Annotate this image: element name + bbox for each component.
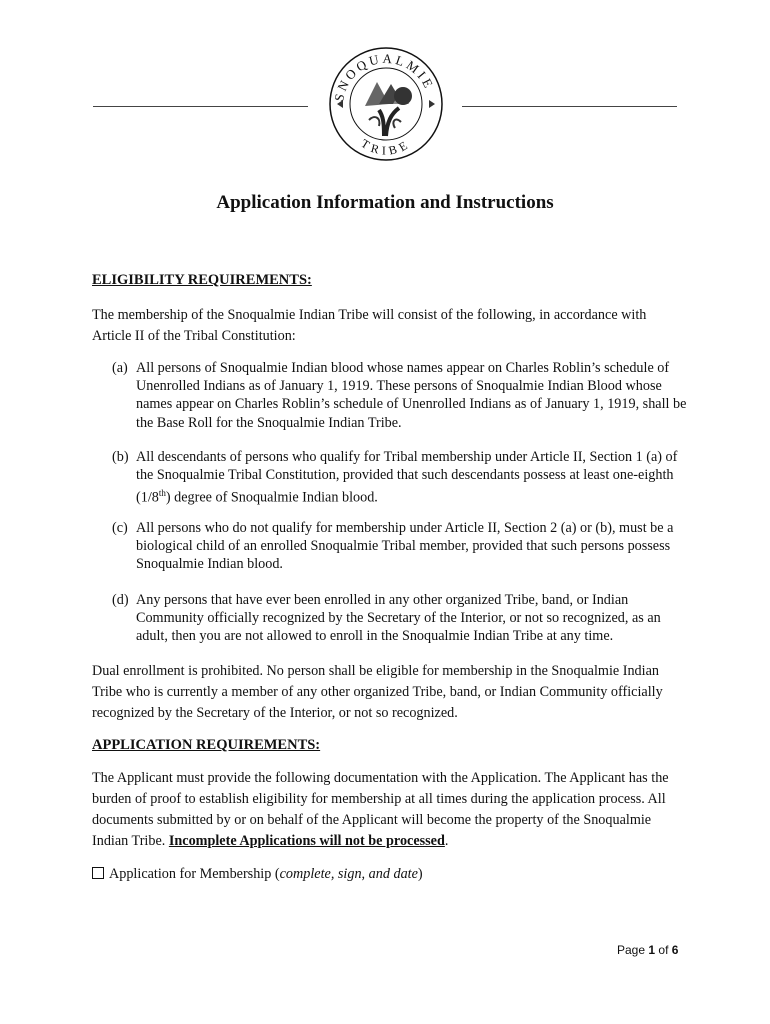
header-rule-left (93, 106, 308, 107)
eligibility-heading: ELIGIBILITY REQUIREMENTS: (92, 272, 312, 288)
item-a-label: (a) (112, 360, 128, 376)
header-rule-right (462, 106, 677, 107)
eligibility-intro: The membership of the Snoqualmie Indian Tribe will consist of the following, in accordance with Article II of the Tribal Constitution: (92, 307, 647, 344)
page-word: Page (617, 943, 646, 957)
item-b-text-end: ) degree of Snoqualmie Indian blood. (165, 490, 378, 507)
checklist-text: Application for Membership ( (109, 866, 280, 882)
tribe-seal-logo (329, 44, 443, 164)
item-a-text: All persons of Snoqualmie Indian blood whose names appear on Charles Roblin’s schedule of Unenrolled Indians as of January 1, 1919. These persons of Snoqualmie Indian Blood whose names appear on Charles Roblin’s schedule of Unenrolled Indians as of January 1, 1919, shall be the Base Roll for the Snoqualmie Indian Tribe. (136, 360, 687, 431)
svg-text:SNOQUALMIE (331, 51, 437, 103)
seal-top-text: SNOQUALMIE (331, 50, 438, 103)
item-c-label: (c) (112, 520, 128, 536)
application-paragraph (92, 768, 682, 852)
application-heading: APPLICATION REQUIREMENTS: (92, 737, 321, 753)
incomplete-warning: Incomplete Applications will not be processed (168, 833, 445, 849)
application-end: . (444, 833, 449, 849)
page-title: Application Information and Instructions (216, 192, 554, 213)
eligibility-item-a (112, 359, 687, 432)
checklist-italic: complete, sign, and date (279, 866, 418, 882)
eligibility-item-c (112, 519, 687, 574)
item-d-label: (d) (112, 592, 129, 608)
dual-enrollment-paragraph: Dual enrollment is prohibited. No person shall be eligible for membership in the Snoqualmie Indian Tribe who is currently a member of any other organized Tribe, band, or Indian Community officially recognized by the Secretary of the Interior, or not so recognized. (92, 663, 663, 721)
eligibility-item-b (112, 448, 687, 507)
checkbox-icon[interactable] (92, 867, 104, 879)
page-number (617, 943, 678, 957)
current-page: 1 (648, 943, 656, 957)
total-pages: 6 (671, 943, 679, 957)
of-word: of (658, 943, 669, 957)
checklist-item-application (92, 864, 423, 885)
svg-text:TRIBE (359, 136, 413, 157)
checklist-end: ) (417, 866, 423, 882)
item-b-sup: th (158, 488, 166, 499)
item-b-label: (b) (112, 449, 129, 465)
application-text: The Applicant must provide the following documentation with the Application. The Applicant has the burden of proof to establish eligibility for membership at all times during the application process. All documents submitted by or on behalf of the Applicant will become the property of the Snoqualmie Indian Tribe. (92, 770, 669, 849)
item-d-text: Any persons that have ever been enrolled in any other organized Tribe, band, or Indian Community officially recognized by the Secretary of the Interior, or not so recognized, as an adult, then you are not allowed to enroll in the Snoqualmie Indian Tribe at any time. (136, 592, 661, 645)
item-c-text: All persons who do not qualify for membership under Article II, Section 2 (a) or (b), must be a biological child of an enrolled Snoqualmie Tribal member, provided that such persons possess Snoqualmie Indian blood. (136, 520, 674, 573)
item-b-text: All descendants of persons who qualify for Tribal membership under Article II, Section 1 (a) of the Snoqualmie Tribal Constitution, provided that such descendants possess at least one-eighth (1/8 (136, 449, 678, 507)
seal-bottom-text: TRIBE (358, 136, 414, 158)
eligibility-item-d (112, 591, 687, 646)
